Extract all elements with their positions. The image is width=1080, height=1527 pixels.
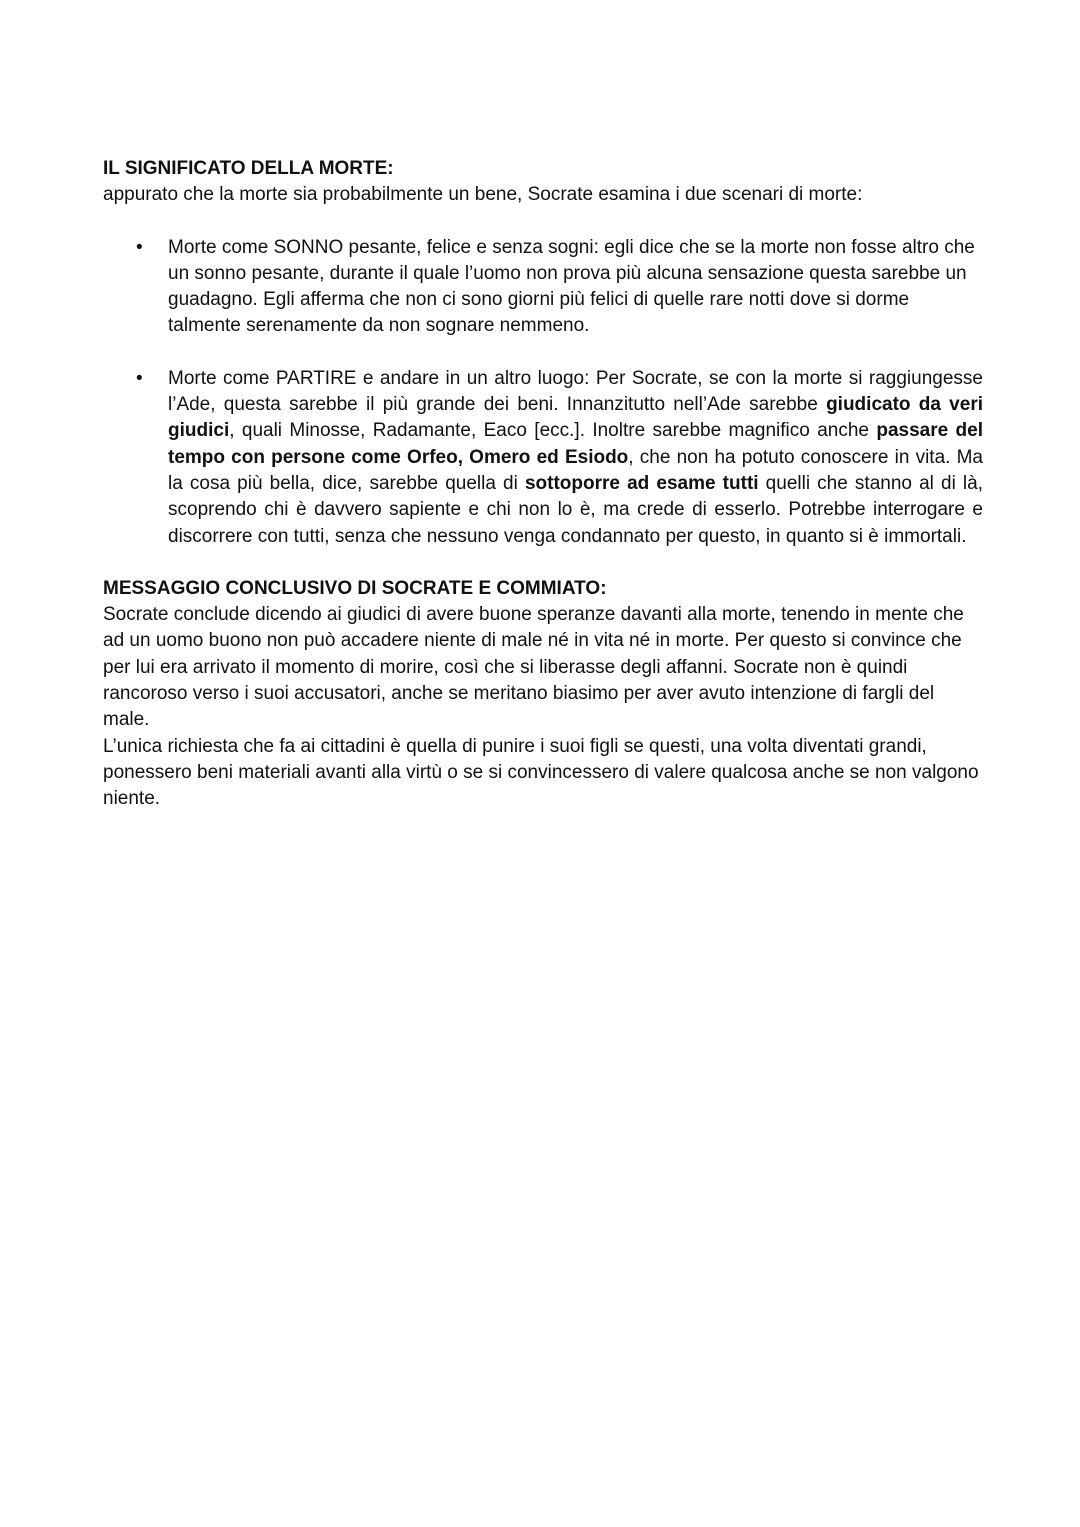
conclusion-paragraph: Socrate conclude dicendo ai giudici di avere buone speranze davanti alla morte, tenendo in mente che ad un uomo buono non può accadere niente di male né in vita né in morte. Per questo si convince che per lui era arrivato il momento di morire, così che si liberasse degli affanni. Socrate non è quindi rancoroso verso i suoi accusatori, anche se meritano biasimo per aver avuto intenzione di fargli del male. xyxy=(103,604,964,731)
list-item xyxy=(103,235,983,340)
scenario-sleep-text: Morte come SONNO pesante, felice e senza sogni: egli dice che se la morte non fosse altro che un sonno pesante, durante il quale l’uomo non prova più alcuna sensazione questa sarebbe un guadagno. Egli afferma che non ci sono giorni più felici di quelle rare notti dove si dorme talmente serenamente da non sognare nemmeno. xyxy=(168,236,975,337)
request-paragraph: L’unica richiesta che fa ai cittadini è quella di punire i suoi figli se questi, una volta diventati grandi, ponessero beni materiali avanti alla virtù o se si convincessero di valere qualcosa anche se non valgono niente. xyxy=(103,735,979,810)
scenario-journey-text: Morte come PARTIRE e andare in un altro luogo: Per Socrate, se con la morte si raggiungesse l’Ade, questa sarebbe il più grande dei beni. Innanzitutto nell’Ade sarebbe giudicato da veri giudici, quali Minosse, Radamante, Eaco [ecc.]. Inoltre sarebbe magnifico anche passare del tempo con persone come Orfeo, Omero ed Esiodo, che non ha potuto conoscere in vita. Ma la cosa più bella, dice, sarebbe quella di sottoporre ad esame tutti quelli che stanno al di là, scoprendo chi è davvero sapiente e chi non lo è, ma crede di esserlo. Potrebbe interrogare e discorrere con tutti, senza che nessuno venga condannato per questo, in quanto si è immortali. xyxy=(168,367,983,547)
list-item xyxy=(103,366,983,550)
bold-phrase: passare del tempo con persone come Orfeo, Omero ed Esiodo xyxy=(168,420,983,468)
section-heading-death-meaning: IL SIGNIFICATO DELLA MORTE: xyxy=(103,158,394,179)
death-scenarios-list xyxy=(103,235,983,550)
bullet-icon: • xyxy=(136,367,143,389)
bullet-icon: • xyxy=(136,236,143,258)
bold-phrase: sottoporre ad esame tutti xyxy=(524,472,759,494)
bold-phrase: giudicato da veri giudici xyxy=(168,394,983,442)
section-intro: appurato che la morte sia probabilmente un bene, Socrate esamina i due scenari di morte: xyxy=(103,184,863,206)
document-page xyxy=(103,156,983,813)
section-heading-conclusion: MESSAGGIO CONCLUSIVO DI SOCRATE E COMMIATO: xyxy=(103,577,607,599)
conclusion-section xyxy=(103,576,983,813)
